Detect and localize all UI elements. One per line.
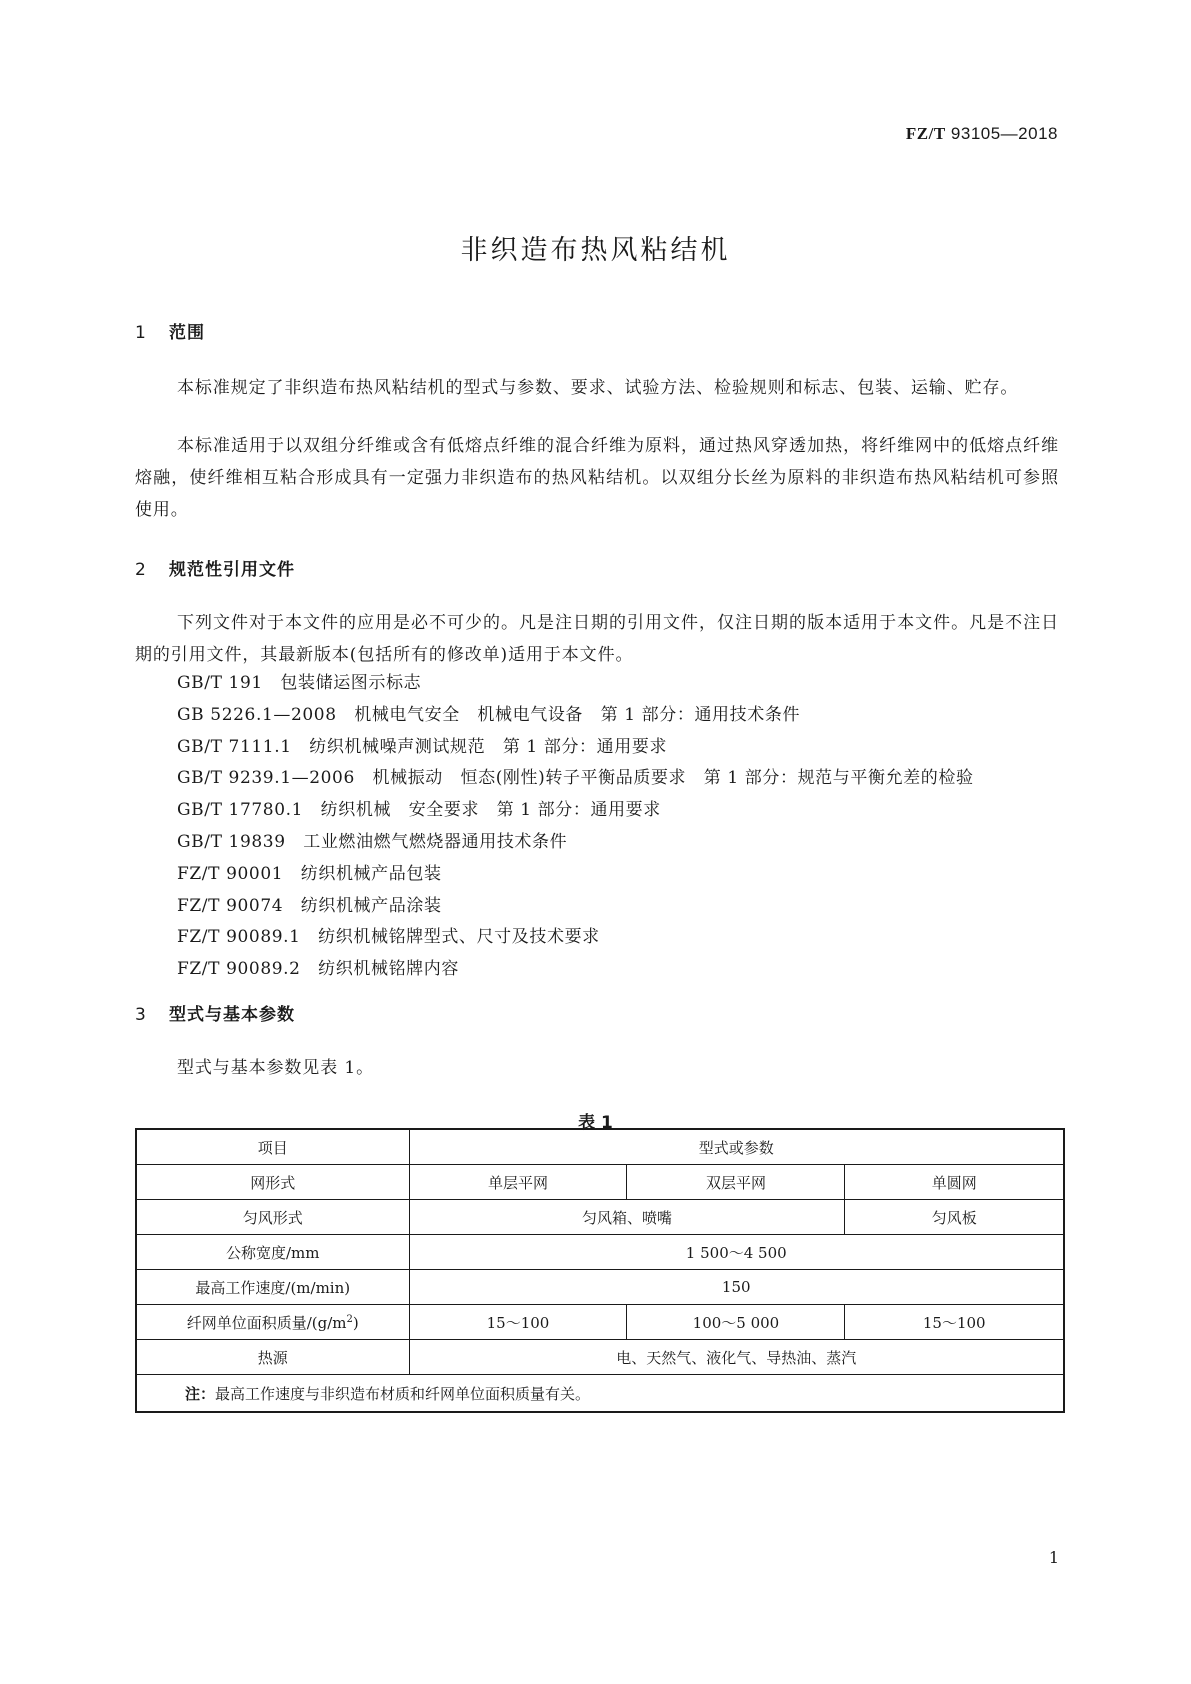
note-label: 注： [185,1384,216,1403]
row-label-end: ) [352,1313,359,1332]
reference-item: FZ/T 90074 纺织机械产品涂装 [177,895,442,916]
table-cell: 15～100 [409,1305,627,1340]
table-cell: 单圆网 [845,1165,1064,1200]
table-title: 表 1 [578,1113,613,1133]
note-text: 最高工作速度与非织造布材质和纤网单位面积质量有关。 [215,1384,591,1403]
table-note-row [136,1375,1064,1413]
table-row [136,1340,1064,1375]
section-3-heading [135,1000,295,1025]
reference-item: FZ/T 90001 纺织机械产品包装 [177,863,442,884]
standard-code-prefix: FZ/T [905,124,946,143]
table-cell: 匀风板 [845,1200,1064,1235]
row-label [136,1305,409,1340]
section-1-paragraph-1: 本标准规定了非织造布热风粘结机的型式与参数、要求、试验方法、检验规则和标志、包装、运输、贮存。 [177,378,1019,398]
table-cell: 150 [409,1270,1064,1305]
reference-item: GB/T 17780.1 纺织机械 安全要求 第 1 部分：通用要求 [177,800,661,821]
table-row [136,1305,1064,1340]
row-label: 匀风形式 [136,1200,409,1235]
table-header-cell: 项目 [136,1129,409,1165]
table-cell: 电、天然气、液化气、导热油、蒸汽 [409,1340,1064,1375]
reference-list [177,668,974,986]
reference-item: FZ/T 90089.1 纺织机械铭牌型式、尺寸及技术要求 [177,927,600,948]
table-header-row [136,1129,1064,1165]
table-cell: 15～100 [845,1305,1064,1340]
page-number: 1 [1048,1548,1059,1567]
reference-item: GB 5226.1—2008 机械电气安全 机械电气设备 第 1 部分：通用技术条件 [177,704,801,725]
section-number: 3 [135,1005,147,1025]
section-2-intro: 下列文件对于本文件的应用是必不可少的。凡是注日期的引用文件，仅注日期的版本适用于本文件。凡是不注日期的引用文件，其最新版本(包括所有的修改单)适用于本文件。 [135,613,1059,665]
table-header-cell: 型式或参数 [409,1129,1064,1165]
table-row [136,1165,1064,1200]
section-1-heading [135,318,205,343]
superscript: 2 [346,1313,353,1325]
reference-item: GB/T 7111.1 纺织机械噪声测试规范 第 1 部分：通用要求 [177,736,668,757]
row-label-text: 纤网单位面积质量/(g/m [186,1313,347,1332]
table-row [136,1200,1064,1235]
section-title: 规范性引用文件 [169,560,295,580]
section-3-intro: 型式与基本参数见表 1。 [177,1058,375,1078]
row-label: 最高工作速度/(m/min) [136,1270,409,1305]
row-label: 公称宽度/mm [136,1235,409,1270]
row-label: 网形式 [136,1165,409,1200]
table-note [136,1375,1064,1413]
table-cell: 匀风箱、喷嘴 [409,1200,845,1235]
table-cell: 100～5 000 [627,1305,845,1340]
standard-code [906,124,1058,144]
section-title: 范围 [169,323,205,343]
section-1-paragraph-2: 本标准适用于以双组分纤维或含有低熔点纤维的混合纤维为原料，通过热风穿透加热，将纤维网中的低熔点纤维熔融，使纤维相互粘合形成具有一定强力非织造布的热风粘结机。以双组分长丝为原料的非织造布热风粘结机可参照使用。 [135,436,1059,520]
parameter-table [135,1128,1065,1413]
reference-item: GB/T 19839 工业燃油燃气燃烧器通用技术条件 [177,831,568,852]
table-cell: 单层平网 [409,1165,627,1200]
section-title: 型式与基本参数 [169,1005,295,1025]
reference-item: FZ/T 90089.2 纺织机械铭牌内容 [177,959,459,980]
section-number: 1 [135,323,147,343]
section-2-heading [135,555,295,580]
table-cell: 双层平网 [627,1165,845,1200]
table-row [136,1235,1064,1270]
section-number: 2 [135,560,147,580]
table-row [136,1270,1064,1305]
reference-item: GB/T 191 包装储运图示标志 [177,673,422,693]
reference-item: GB/T 9239.1—2006 机械振动 恒态(刚性)转子平衡品质要求 第 1 部分：规范与平衡允差的检验 [177,768,974,789]
table-cell: 1 500～4 500 [409,1235,1064,1270]
document-title: 非织造布热风粘结机 [460,235,731,266]
standard-code-number: 93105—2018 [950,124,1058,143]
row-label: 热源 [136,1340,409,1375]
